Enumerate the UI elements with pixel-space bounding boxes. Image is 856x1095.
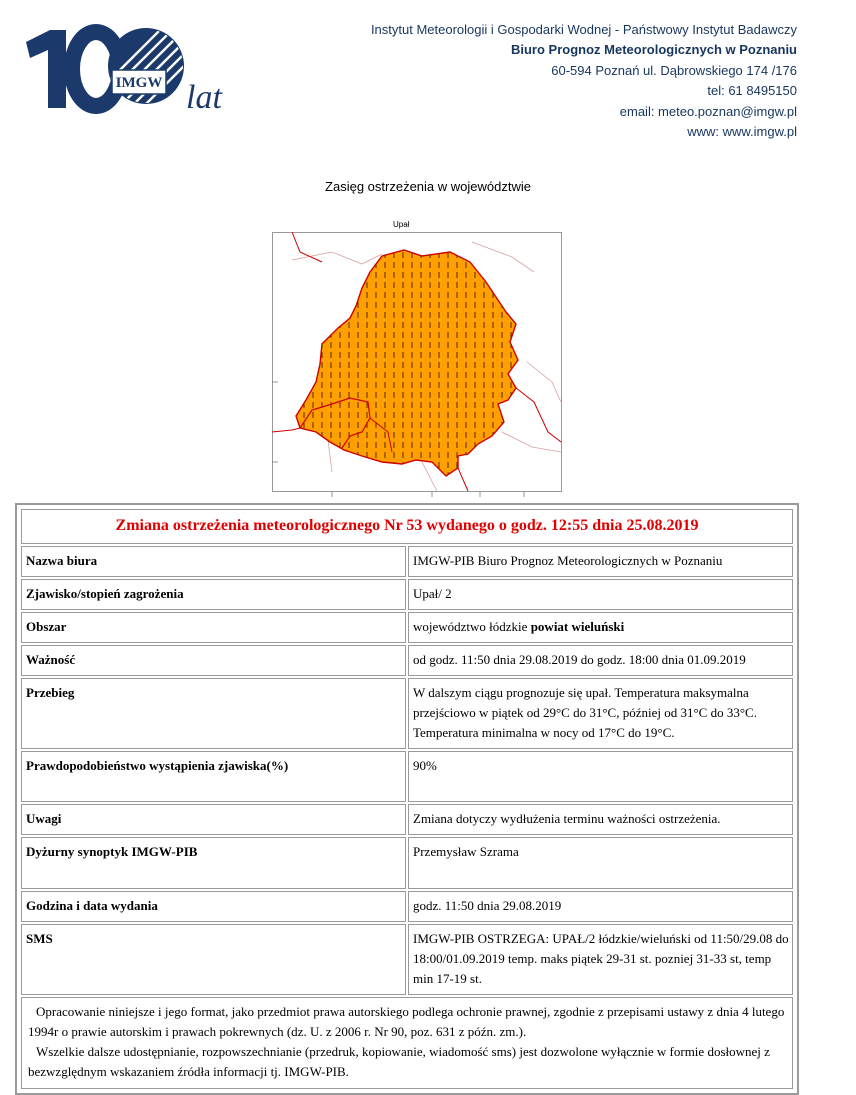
- website[interactable]: www: www.imgw.pl: [687, 124, 797, 140]
- imgw-100-years-logo: [24, 26, 238, 118]
- table-row: [21, 837, 793, 889]
- table-row: [21, 678, 793, 749]
- copyright-paragraph: Opracowanie niniejsze i jego format, jako przedmiot prawa autorskiego podlega ochronie prawnej, zgodnie z przepisami ustawy z dnia 4 lutego 1994r o prawie autorskim i prawach pokrewnych (dz. U. z 2006 r. Nr 90, poz. 631 z późn. zm.).: [28, 1004, 785, 1039]
- row-label-phenomenon: Zjawisko/stopień zagrożenia: [21, 579, 406, 610]
- row-value-area: [408, 612, 793, 643]
- row-label-office: Nazwa biura: [21, 546, 406, 577]
- row-value-phenomenon: Upał/ 2: [408, 579, 793, 610]
- table-row: [21, 891, 793, 922]
- row-label-area: Obszar: [21, 612, 406, 643]
- table-row: [21, 645, 793, 676]
- office-name: Biuro Prognoz Meteorologicznych w Poznaniu: [510, 42, 797, 58]
- warning-title: Zmiana ostrzeżenia meteorologicznego Nr 53 wydanego o godz. 12:55 dnia 25.08.2019: [21, 509, 793, 544]
- row-value-validity: od godz. 11:50 dnia 29.08.2019 do godz. 18:00 dnia 01.09.2019: [408, 645, 793, 676]
- row-value-probability: 90%: [408, 751, 793, 802]
- voivodeship-map: [272, 232, 562, 500]
- row-value-issued: godz. 11:50 dnia 29.08.2019: [408, 891, 793, 922]
- row-value-sms: IMGW-PIB OSTRZEGA: UPAŁ/2 łódzkie/wieluński od 11:50/29.08 do 18:00/01.09.2019 temp. maks piątek 29-31 st. pozniej 31-33 st, temp min 17-19 st.: [408, 924, 793, 995]
- area-voivodeship: województwo łódzkie: [413, 619, 528, 634]
- distribution-paragraph: Wszelkie dalsze udostępnianie, rozpowszechnianie (przedruk, kopiowanie, wiadomość sms) jest dozwolone wyłącznie w formie dosłownej z bezwzględnym wskazaniem źródła informacji tj. IMGW-PIB.: [28, 1044, 770, 1079]
- row-label-remarks: Uwagi: [21, 804, 406, 835]
- map-label: Upał: [393, 220, 410, 229]
- copyright-note: [21, 997, 793, 1089]
- row-value-office: IMGW-PIB Biuro Prognoz Meteorologicznych w Poznaniu: [408, 546, 793, 577]
- warning-table: [15, 503, 799, 1095]
- row-label-validity: Ważność: [21, 645, 406, 676]
- row-value-course: W dalszym ciągu prognozuje się upał. Temperatura maksymalna przejściowo w piątek od 29°C do 31°C, później od 31°C do 33°C. Temperatura minimalna w nocy od 17°C do 19°C.: [408, 678, 793, 749]
- phone: tel: 61 8495150: [707, 83, 797, 99]
- row-label-forecaster: Dyżurny synoptyk IMGW-PIB: [21, 837, 406, 889]
- row-value-remarks: Zmiana dotyczy wydłużenia terminu ważności ostrzeżenia.: [408, 804, 793, 835]
- warning-map: [272, 232, 562, 500]
- imgw-logo-graphic: [24, 26, 238, 118]
- table-row: [21, 579, 793, 610]
- row-label-probability: Prawdopodobieństwo wystąpienia zjawiska(%): [21, 751, 406, 802]
- institute-name: Instytut Meteorologii i Gospodarki Wodnej - Państwowy Instytut Badawczy: [370, 22, 797, 37]
- email[interactable]: email: meteo.poznan@imgw.pl: [619, 103, 797, 119]
- table-row: [21, 546, 793, 577]
- table-row: [21, 924, 793, 995]
- row-label-course: Przebieg: [21, 678, 406, 749]
- contact-block: [371, 20, 797, 142]
- row-label-issued: Godzina i data wydania: [21, 891, 406, 922]
- logo-imgw-text: IMGW: [115, 75, 163, 91]
- row-label-sms: SMS: [21, 924, 406, 995]
- row-value-forecaster: Przemysław Szrama: [408, 837, 793, 889]
- address: 60-594 Poznań ul. Dąbrowskiego 174 /176: [551, 62, 797, 78]
- area-county: powiat wieluński: [530, 619, 625, 634]
- table-row: [21, 804, 793, 835]
- table-row: [21, 751, 793, 802]
- map-heading: Zasięg ostrzeżenia w województwie: [325, 179, 531, 194]
- svg-text:lat: lat: [186, 79, 222, 116]
- table-row: [21, 612, 793, 643]
